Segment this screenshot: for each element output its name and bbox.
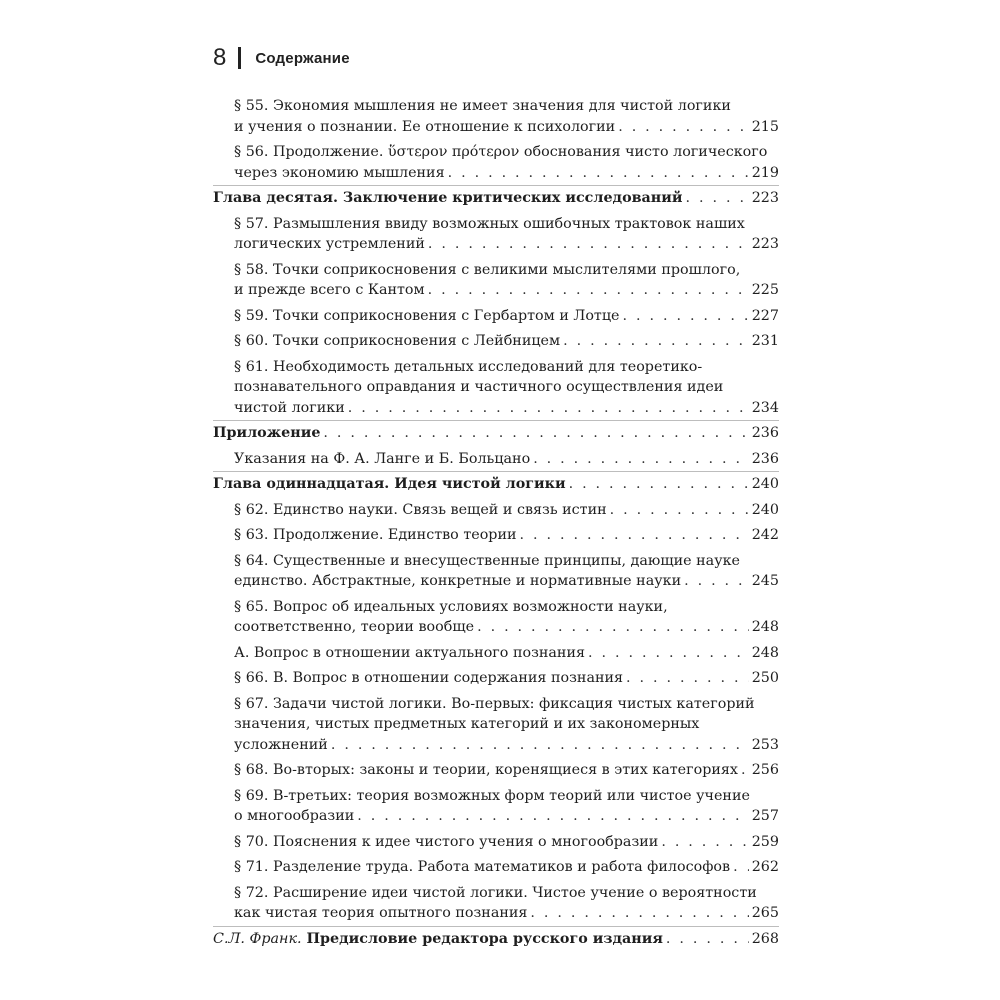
toc-page-number: 231 [751, 333, 779, 349]
toc-page-number: 250 [751, 670, 779, 686]
toc-entry-lastline [234, 857, 779, 878]
toc-page-number: 227 [751, 307, 779, 324]
toc-page-number: 236 [751, 425, 779, 441]
toc-entry-line: § 67. Задачи чистой логики. Во-первых: фиксация чистых категорий [234, 695, 755, 712]
toc-entry-lastline [234, 500, 779, 521]
dot-leader [618, 117, 749, 138]
toc-page-number: 240 [751, 501, 779, 518]
toc-entry [213, 214, 779, 255]
toc-entry [213, 786, 779, 827]
toc-entry-lastline [234, 760, 779, 781]
toc-entry-line: познавательного оправдания и частичного осуществления идеи [234, 379, 724, 395]
toc-entry-lastline [213, 423, 779, 444]
toc-entry-lastline [234, 903, 779, 924]
dot-leader [626, 668, 749, 689]
toc-entry-title: § 71. Разделение труда. Работа математиков и работа философов [234, 859, 731, 875]
dot-leader [623, 306, 749, 327]
toc-entry-author: С.Л. Франк. [213, 930, 302, 947]
toc-entry-lastline [234, 234, 779, 255]
running-header [213, 44, 350, 72]
dot-leader [448, 163, 749, 184]
dot-leader [684, 571, 749, 592]
toc-page-number: 225 [751, 282, 779, 298]
toc-entry [213, 668, 779, 689]
dot-leader [357, 806, 748, 827]
toc-entry-title: Глава десятая. Заключение критических исследований [213, 190, 683, 206]
toc-entry-lastline [234, 306, 779, 327]
toc-entry [213, 857, 779, 878]
dot-leader [661, 832, 748, 853]
toc-entry-line: § 55. Экономия мышления не имеет значения для чистой логики [234, 98, 731, 114]
toc-page-number: 223 [751, 190, 779, 206]
toc-entry-lastline [213, 188, 779, 209]
divider [213, 926, 779, 927]
toc-entry [213, 306, 779, 327]
toc-page-number: 219 [751, 164, 779, 181]
dot-leader [428, 234, 749, 255]
toc-entry-lastline [234, 643, 779, 664]
dot-leader [477, 617, 749, 638]
toc-entry-lastline [234, 832, 779, 853]
toc-entry-title: Глава одиннадцатая. Идея чистой логики [213, 476, 566, 492]
toc-page-number: 240 [751, 476, 779, 492]
toc-page-number: 253 [751, 736, 779, 753]
toc-entry-line: § 65. Вопрос об идеальных условиях возможности науки, [234, 598, 668, 615]
toc-entry-line: § 58. Точки соприкосновения с великими мыслителями прошлого, [234, 261, 741, 278]
toc-entry-title: Приложение [213, 425, 321, 441]
toc-entry-title: как чистая теория опытного познания [234, 905, 528, 921]
toc-page-number: 234 [751, 399, 779, 416]
toc-page-number: 256 [751, 762, 779, 778]
toc-entry-title: Указания на Ф. А. Ланге и Б. Больцано [234, 450, 531, 467]
toc-entry-lastline [234, 525, 779, 546]
dot-leader [348, 398, 749, 419]
toc-entry-lastline [234, 449, 779, 470]
toc-entry [213, 500, 779, 521]
toc-entry-title: усложнений [234, 736, 328, 753]
toc-entry-line: § 57. Размышления ввиду возможных ошибочных трактовок наших [234, 215, 745, 232]
toc-entry-title: и прежде всего с Кантом [234, 282, 425, 298]
toc-page-number: 223 [751, 236, 779, 252]
toc-entry [213, 357, 779, 419]
toc-entry-lastline [234, 163, 779, 184]
toc-entry-line: значения, чистых предметных категорий и их закономерных [234, 716, 700, 732]
toc-page-number: 265 [751, 905, 779, 921]
toc-chapter-entry [213, 188, 779, 209]
table-of-contents [213, 96, 779, 954]
toc-entry-lastline [234, 806, 779, 827]
divider [213, 471, 779, 472]
toc-entry-lastline [234, 331, 779, 352]
toc-entry [213, 525, 779, 546]
toc-entry-title: логических устремлений [234, 236, 425, 252]
toc-entry-line: § 56. Продолжение. ὕστερον πρότερον обоснования чисто логического [234, 144, 768, 160]
toc-entry-title: § 63. Продолжение. Единство теории [234, 527, 517, 543]
dot-leader [428, 280, 749, 301]
toc-entry-line: § 64. Существенные и внесущественные принципы, дающие науке [234, 552, 741, 569]
dot-leader [533, 449, 749, 470]
toc-entry-lastline [234, 117, 779, 138]
toc-page-number: 245 [751, 573, 779, 589]
toc-entry-lastline [234, 398, 779, 419]
toc-entry-lastline [213, 474, 779, 495]
toc-entry-lastline [234, 280, 779, 301]
toc-entry [213, 883, 779, 924]
toc-entry [213, 96, 779, 137]
dot-leader [685, 188, 748, 209]
dot-leader [569, 474, 749, 495]
toc-entry [213, 694, 779, 756]
toc-page-number: 242 [751, 527, 779, 543]
toc-entry [213, 142, 779, 183]
toc-entry [213, 597, 779, 638]
toc-entry-title: единство. Абстрактные, конкретные и нормативные науки [234, 573, 682, 589]
dot-leader [666, 929, 749, 950]
toc-entry-lastline [234, 735, 779, 756]
dot-leader [588, 643, 749, 664]
divider [213, 420, 779, 421]
toc-entry [213, 832, 779, 853]
toc-entry [213, 551, 779, 592]
toc-entry-title: через экономию мышления [234, 164, 445, 181]
toc-page-number: 262 [751, 859, 779, 875]
dot-leader [520, 525, 749, 546]
toc-entry-line: § 72. Расширение идеи чистой логики. Чистое учение о вероятности [234, 884, 757, 901]
toc-chapter-entry [213, 423, 779, 444]
toc-page-number: 259 [751, 833, 779, 850]
toc-entry [213, 643, 779, 664]
toc-entry-title: § 68. Во-вторых: законы и теории, коренящиеся в этих категориях [234, 762, 739, 778]
toc-entry-lastline [234, 617, 779, 638]
running-title: Содержание [255, 49, 350, 67]
toc-entry-title: § 70. Пояснения к идее чистого учения о многообразии [234, 833, 659, 850]
page-number: 8 [213, 44, 227, 71]
toc-entry [213, 929, 779, 950]
dot-leader [733, 857, 749, 878]
toc-page-number: 248 [751, 619, 779, 635]
toc-chapter-entry [213, 474, 779, 495]
toc-page-number: 215 [751, 118, 779, 135]
header-divider [238, 47, 241, 69]
toc-entry-title: § 60. Точки соприкосновения с Лейбницем [234, 333, 561, 349]
toc-entry-title: о многообразии [234, 808, 355, 824]
toc-entry-title: чистой логики [234, 399, 345, 416]
dot-leader [323, 423, 748, 444]
toc-entry-lastline [213, 929, 779, 950]
toc-entry-title: А. Вопрос в отношении актуального познания [234, 644, 586, 661]
dot-leader [563, 331, 749, 352]
toc-entry-title: § 66. В. Вопрос в отношении содержания познания [234, 670, 624, 686]
dot-leader [530, 903, 748, 924]
toc-page-number: 268 [751, 930, 779, 947]
toc-page-number: 236 [751, 450, 779, 467]
toc-page-number: 248 [751, 644, 779, 661]
dot-leader [610, 500, 749, 521]
toc-entry-title: Предисловие редактора русского издания [306, 930, 663, 947]
toc-entry-title: и учения о познании. Ее отношение к психологии [234, 118, 616, 135]
divider [213, 185, 779, 186]
toc-entry-lastline [234, 571, 779, 592]
toc-entry [213, 260, 779, 301]
dot-leader [741, 760, 749, 781]
toc-entry-line: § 61. Необходимость детальных исследований для теоретико- [234, 358, 703, 375]
toc-page-number: 257 [751, 808, 779, 824]
dot-leader [331, 735, 749, 756]
toc-entry [213, 449, 779, 470]
toc-entry-title: § 62. Единство науки. Связь вещей и связь истин [234, 501, 607, 518]
toc-entry-title: соответственно, теории вообще [234, 619, 475, 635]
toc-entry-lastline [234, 668, 779, 689]
toc-entry-line: § 69. В-третьих: теория возможных форм теорий или чистое учение [234, 787, 750, 804]
toc-entry [213, 331, 779, 352]
toc-entry-title: § 59. Точки соприкосновения с Гербартом и Лотце [234, 307, 620, 324]
toc-entry [213, 760, 779, 781]
